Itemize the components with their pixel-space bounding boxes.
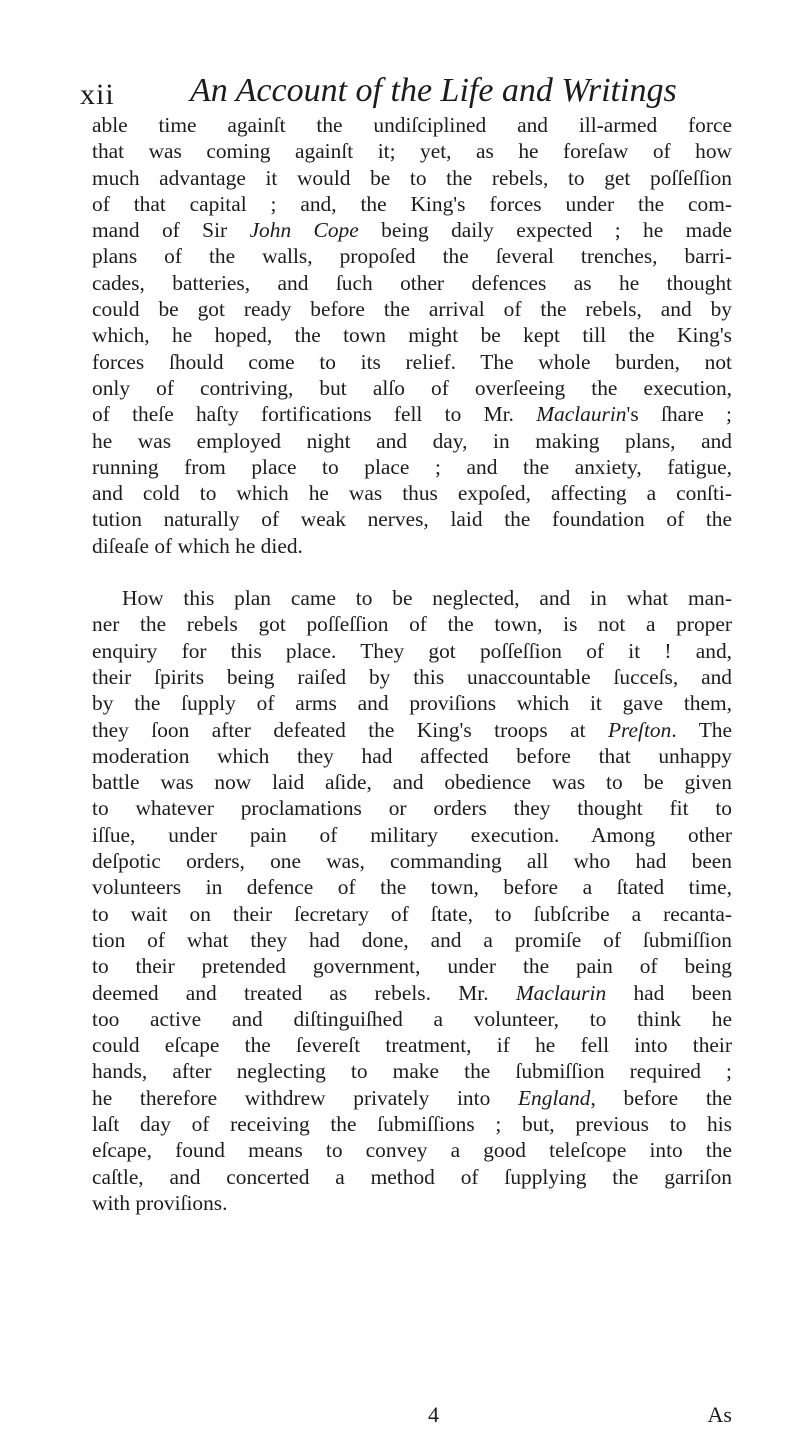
- text-line: to their pretended government, under the pain of being: [92, 954, 732, 979]
- text-line: he was employed night and day, in making plans, and: [92, 428, 732, 453]
- page-number: xii: [80, 78, 115, 111]
- body-text: [92, 112, 732, 1216]
- text-line: deemed and treated as rebels. Mr. Maclaurin had been: [92, 980, 732, 1005]
- text-line: caſtle, and concerted a method of ſupplying the garriſon: [92, 1164, 732, 1189]
- text-line: could eſcape the ſevereſt treatment, if he fell into their: [92, 1033, 732, 1058]
- text-line: and cold to which he was thus expoſed, affecting a conſti-: [92, 481, 732, 506]
- text-line: could be got ready before the arrival of the rebels, and by: [92, 297, 732, 322]
- text-line: diſeaſe of which he died.: [92, 533, 303, 558]
- paragraph-gap: [92, 559, 732, 585]
- text-line: of that capital ; and, the King's forces under the com-: [92, 191, 732, 216]
- text-line: that was coming againſt it; yet, as he foreſaw of how: [92, 139, 732, 164]
- text-line: their ſpirits being raiſed by this unaccountable ſucceſs, and: [92, 664, 732, 689]
- text-line: volunteers in defence of the town, before a ſtated time,: [92, 875, 732, 900]
- text-line: mand of Sir John Cope being daily expected ; he made: [92, 218, 732, 243]
- text-line: able time againſt the undiſciplined and ill-armed force: [92, 113, 732, 137]
- text-line: tution naturally of weak nerves, laid the foundation of the: [92, 507, 732, 532]
- text-line: hands, after neglecting to make the ſubmiſſion required ;: [92, 1059, 732, 1084]
- running-title: An Account of the Life and Writings: [190, 72, 677, 109]
- text-line: laſt day of receiving the ſubmiſſions ; but, previous to his: [92, 1111, 732, 1136]
- text-line: ner the rebels got poſſeſſion of the town, is not a proper: [92, 612, 732, 637]
- paragraph-2: [92, 585, 732, 1216]
- page-footer: [92, 1402, 732, 1432]
- text-line: battle was now laid aſide, and obedience was to be given: [92, 770, 732, 795]
- text-line: forces ſhould come to its relief. The whole burden, not: [92, 349, 732, 374]
- text-line: by the ſupply of arms and proviſions which it gave them,: [92, 691, 732, 716]
- text-line: cades, batteries, and ſuch other defences as he thought: [92, 270, 732, 295]
- text-line: to wait on their ſecretary of ſtate, to ſubſcribe a recanta-: [92, 901, 732, 926]
- text-line: moderation which they had affected before that unhappy: [92, 743, 732, 768]
- text-line: eſcape, found means to convey a good teleſcope into the: [92, 1138, 732, 1163]
- text-line: running from place to place ; and the anxiety, fatigue,: [92, 454, 732, 479]
- text-line: tion of what they had done, and a promiſe of ſubmiſſion: [92, 927, 732, 952]
- text-line: which, he hoped, the town might be kept till the King's: [92, 323, 732, 348]
- text-line: he therefore withdrew privately into England, before the: [92, 1085, 732, 1110]
- page-header: [80, 68, 730, 116]
- text-line: How this plan came to be neglected, and in what man-: [122, 586, 732, 611]
- text-line: too active and diſtinguiſhed a volunteer, to think he: [92, 1006, 732, 1031]
- text-line: much advantage it would be to the rebels, to get poſſeſſion: [92, 165, 732, 190]
- text-line: to whatever proclamations or orders they thought fit to: [92, 796, 732, 821]
- text-line: plans of the walls, propoſed the ſeveral trenches, barri-: [92, 244, 732, 269]
- signature-mark: 4: [428, 1402, 439, 1427]
- text-line: they ſoon after defeated the King's troops at Preſton. The: [92, 717, 732, 742]
- text-line: with proviſions.: [92, 1190, 228, 1215]
- text-line: deſpotic orders, one was, commanding all who had been: [92, 849, 732, 874]
- text-line: iſſue, under pain of military execution. Among other: [92, 822, 732, 847]
- text-line: only of contriving, but alſo of overſeeing the execution,: [92, 375, 732, 400]
- catchword: As: [707, 1402, 732, 1427]
- text-line: of theſe haſty fortifications fell to Mr. Maclaurin's ſhare ;: [92, 402, 732, 427]
- paragraph-1: [92, 112, 732, 559]
- text-line: enquiry for this place. They got poſſeſſion of it ! and,: [92, 638, 732, 663]
